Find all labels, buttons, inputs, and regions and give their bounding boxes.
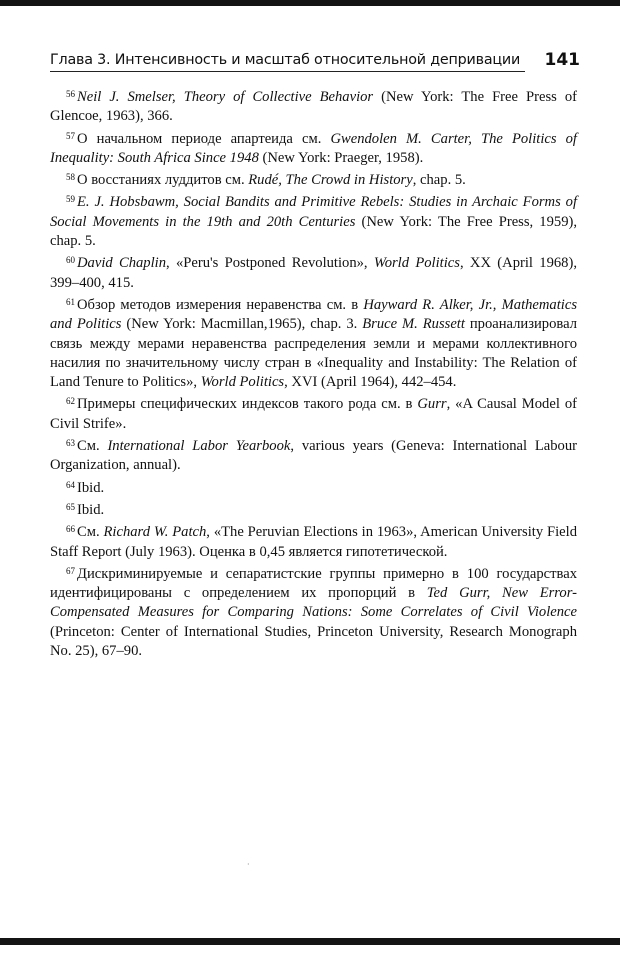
footnote-citation-italic: Ted Gurr, New Error-Compensated Measures for Comparing Nations: Some Correlates of Civil Violence [50,585,577,621]
footnote-citation-italic: Gwendolen M. Carter, The Politics of Inequality: South Africa Since 1948 [50,130,577,166]
footnote-text: , XX (April 1968), 399–400, 415. [50,255,577,291]
footnote-citation-italic: David Chaplin [77,255,167,272]
footnote-text: (New York: The Free Press, 1959), chap. 5. [50,213,577,250]
footnote-65 [50,501,577,520]
header-underline [50,71,525,72]
footnote-text: , «Peru's Postponed Revolution», [166,255,374,272]
footnote-citation-italic: Neil J. Smelser, Theory of Collective Behavior [77,89,374,105]
footnote-citation-italic: Bruce M. Russett [362,316,465,333]
footnote-number: 66 [66,524,75,535]
footnote-citation-italic: Hayward R. Alker, Jr., Mathematics and Politics [50,296,577,333]
top-rule [0,0,620,6]
footnote-text: Дискриминируемые и сепаратистские группы примерно в 100 государствах идентифицированы с определением их пропорций в [50,565,577,602]
footnote-citation-italic: World Politics [373,255,460,272]
footnote-number: 61 [66,296,75,307]
footnote-citation-italic: International Labor Yearbook [107,438,291,455]
footnote-citation-italic: Richard W. Patch [103,524,207,541]
footnote-number: 64 [66,479,75,490]
scan-speck: · [247,860,250,869]
footnote-text: О начальном периоде апартеида см. [77,130,331,147]
footnote-text: , chap. 5. [412,172,466,189]
bottom-rule [0,938,620,945]
footnote-67 [50,565,577,661]
footnote-text: (New York: Praeger, 1958). [258,149,424,166]
footnote-number: 65 [66,501,75,512]
footnote-text: См. [77,524,104,541]
footnote-62 [50,395,577,434]
footnote-number: 62 [66,396,75,407]
footnote-text: См. [77,438,108,455]
footnote-text: (Princeton: Center of International Studies, Princeton University, Research Monograph No. 25), 67–90. [50,623,577,660]
footnote-number: 59 [66,194,75,205]
footnote-66 [50,523,577,562]
footnote-citation-italic: E. J. Hobsbawm, Social Bandits and Primitive Rebels: Studies in Archaic Forms of Social Movements in the 19th and 20th Centuries [50,194,577,230]
footnote-58 [50,171,577,190]
footnote-text: , «The Peruvian Elections in 1963», American University Field Staff Report (July 1963). Оценка в 0,45 является гипотетической. [50,524,578,560]
footnote-64 [50,479,577,498]
footnote-text: (New York: Macmillan,1965), chap. 3. [121,316,363,333]
footnote-text: Ibid. [77,501,105,518]
footnote-text: проанализировал связь между мерами неравенства распределения земли и мерами коллективного насилия по значительному числу стран в «Inequality and Instability: The Relation of Land Tenure to Politics», [50,316,577,391]
footnote-number: 58 [66,172,75,183]
footnote-56 [50,88,577,127]
footnote-57 [50,130,577,169]
footnote-text: , «A Causal Model of Civil Strife». [50,396,577,432]
running-header [50,50,580,76]
footnote-citation-italic: World Politics [200,374,285,391]
footnote-number: 67 [66,565,75,576]
footnote-number: 60 [66,255,75,266]
footnote-number: 63 [66,438,75,449]
footnote-text: , various years (Geneva: International Labour Organization, annual). [50,438,577,474]
footnote-text: Примеры специфических индексов такого рода см. в [77,396,418,413]
footnote-citation-italic: Gurr [417,396,447,413]
footnotes-list [50,88,577,664]
footnote-63 [50,437,577,476]
footnote-number: 57 [66,130,75,141]
footnote-60 [50,254,577,293]
footnote-text: , XVI (April 1964), 442–454. [284,374,457,391]
footnote-61 [50,296,577,392]
footnote-citation-italic: Rudé, The Crowd in History [248,172,413,189]
footnote-number: 56 [66,89,75,99]
footnote-text: (New York: The Free Press of Glencoe, 1963), 366. [50,89,577,125]
footnote-text: О восстаниях луддитов см. [77,172,249,189]
page-number: 141 [544,50,580,70]
chapter-title: Глава 3. Интенсивность и масштаб относительной депривации [50,52,521,68]
footnote-text: Обзор методов измерения неравенства см. в [77,296,364,313]
footnote-59 [50,193,577,251]
footnote-text: Ibid. [77,479,105,496]
